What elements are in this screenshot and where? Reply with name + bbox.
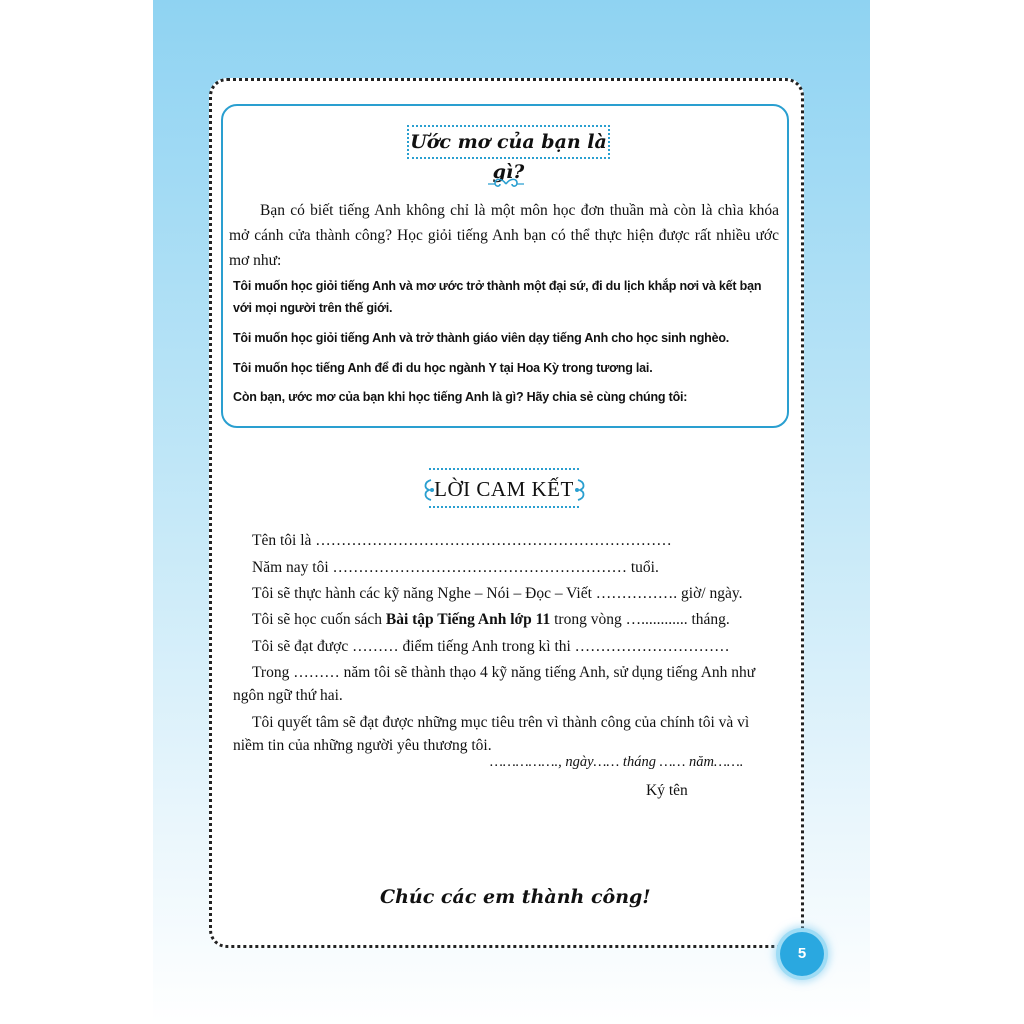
pledge-name-line: Tên tôi là …………………………………………………………… [252, 532, 672, 549]
dream-item: Tôi muốn học tiếng Anh để đi du học ngành Y tại Hoa Kỳ trong tương lai. [233, 361, 653, 375]
pledge-age-line: Năm nay tôi ………………………………………………… tuổi. [252, 559, 659, 576]
pledge-book-line: Tôi sẽ học cuốn sách Bài tập Tiếng Anh lớp 11 trong vòng …............ tháng. [252, 611, 730, 628]
date-line: ……………., ngày…… tháng …… năm……. [490, 754, 744, 770]
pledge-skill-line-cont: ngôn ngữ thứ hai. [233, 687, 343, 704]
pledge-commit-line: Tôi quyết tâm sẽ đạt được những mục tiêu trên vì thành công của chính tôi và vì [252, 714, 750, 731]
flourish-ornament-icon [486, 176, 526, 192]
pledge-score-line: Tôi sẽ đạt được ……… điểm tiếng Anh trong kì thi ………………………… [252, 638, 730, 655]
signature-label: Ký tên [646, 782, 688, 799]
curl-right-icon [572, 478, 588, 502]
pledge-commit-line-cont: niềm tin của những người yêu thương tôi. [233, 737, 492, 754]
pledge-practice-line: Tôi sẽ thực hành các kỹ năng Nghe – Nói – Đọc – Viết ……………. giờ/ ngày. [252, 585, 743, 602]
dream-question: Còn bạn, ước mơ của bạn khi học tiếng Anh là gì? Hãy chia sẻ cùng chúng tôi: [233, 390, 688, 404]
page-number-badge: 5 [780, 932, 824, 976]
dream-intro: Bạn có biết tiếng Anh không chỉ là một môn học đơn thuần mà còn là chìa khóa mở cánh cửa thành công? Học giỏi tiếng Anh bạn có thể thực hiện được rất nhiều ước mơ như: [229, 202, 779, 269]
pledge-skill-line: Trong ……… năm tôi sẽ thành thạo 4 kỹ năng tiếng Anh, sử dụng tiếng Anh như [252, 664, 756, 681]
book-title: Bài tập Tiếng Anh lớp 11 [385, 611, 551, 628]
dream-item: Tôi muốn học giỏi tiếng Anh và trở thành giáo viên dạy tiếng Anh cho học sinh nghèo. [233, 331, 730, 345]
pledge-title: LỜI CAM KẾT [429, 468, 579, 508]
dream-item: Tôi muốn học giỏi tiếng Anh và mơ ước trở thành một đại sứ, đi du lịch khắp nơi và kết bạn với mọi người trên thế giới. [233, 279, 762, 315]
dream-title: Ước mơ của bạn là gì? [407, 125, 610, 159]
closing-message: Chúc các em thành công! [380, 886, 651, 908]
